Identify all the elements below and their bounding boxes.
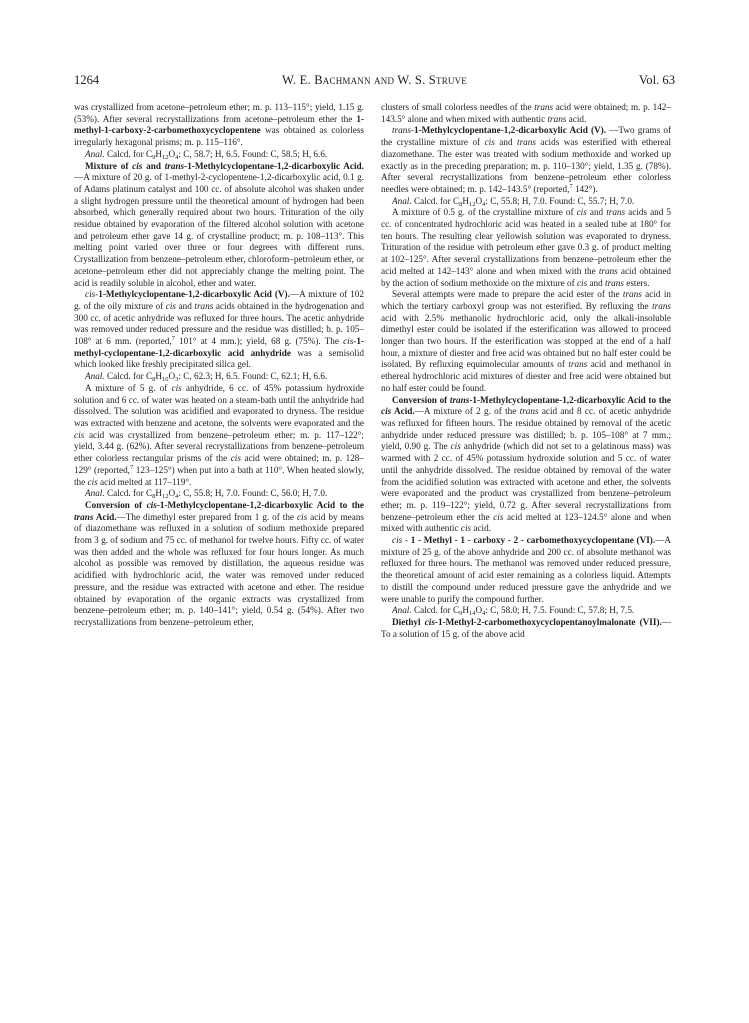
paragraph: trans-1-Methylcyclopentane-1,2-dicarboxylic Acid (V). —Two grams of the crystalline mixture of cis and trans acids was esterified with ethereal diazomethane. The ester was treated with sodium methoxide and worked up exactly as in the preceding preparation; m. p. 110–130°; yield, 1.35 g. (78%). After several recrystallizations from benzene–petroleum ether colorless needles were obtained; m. p. 142–143.5° (reported,$^7$ 142°). (381, 125, 672, 194)
paragraph: A mixture of 5 g. of cis anhydride, 6 cc. of 45% potassium hydroxide solution and 6 cc. of water was heated on a steam-bath until the anhydride had dissolved. The solution was acidified and evaporated to dryness. The residue was extracted with benzene and acetone, the solvents were evaporated and the cis acid was crystallized from benzene–petroleum ether; m. p. 117–122°; yield, 3.44 g. (62%). After several recrystallizations from benzene–petroleum ether colorless rectangular prisms of the cis acid were obtained; m. p. 128–129° (reported,$^7$ 123–125°) when put into a bath at 110°. When heated slowly, the cis acid melted at 117–119°. (74, 382, 364, 487)
paragraph: Anal. Calcd. for $C_8H_{12}O_4$: C, 55.8; H, 7.0. Found: C, 55.7; H, 7.0. (392, 195, 635, 208)
paragraph: Anal. Calcd. for $C_9H_{14}O_4$: C, 58.0; H, 7.5. Found: C, 57.8; H, 7.5. (392, 605, 635, 618)
page-number: 1264 (74, 73, 100, 87)
paragraph: Mixture of cis and trans-1-Methylcyclopentane-1,2-dicarboxylic Acid.—A mixture of 20 g. of 1-methyl-2-cyclopentene-1,2-dicarboxylic acid, 0.1 g. of Adams platinum catalyst and 100 cc. of absolute alcohol was shaken under a slight hydrogen pressure until the theoretical amount of hydrogen had been absorbed, which generally required about two hours. Trituration of the oily residue obtained by evaporation of the filtered alcohol solution with acetone and petroleum ether gave 14 g. of crystalline product; m. p. 108–113°. This melting point varied over three or four degrees with different runs. Crystallization from benzene–petroleum ether, chloroform–petroleum ether, or acetone–petroleum ether did not appreciably change the melting point. The acid is readily soluble in alcohol, ether and water. (74, 160, 364, 288)
author-running-title: W. E. Bachmann and W. S. Struve (281, 73, 468, 87)
volume-number: Vol. 63 (638, 73, 675, 87)
running-header (74, 72, 675, 88)
paragraph: Anal. Calcd. for $C_8H_{10}O_3$: C, 62.3; H, 6.5. Found: C, 62.1; H, 6.6. (85, 371, 328, 384)
left-column (74, 102, 364, 629)
paragraph: cis-1-Methylcyclopentane-1,2-dicarboxylic Acid (V).—A mixture of 102 g. of the oily mixture of cis and trans acids obtained in the hydrogenation and 300 cc. of acetic anhydride was refluxed for three hours. The acetic anhydride was removed under reduced pressure and the residue was distilled; b. p. 105–108° at 6 mm. (reported,$^7$ 101° at 4 mm.); yield, 68 g. (75%). The cis-1-methyl-cyclopentane-1,2-dicarboxylic acid anhydride was a semisolid which looked like freshly precipitated silica gel. (74, 289, 364, 370)
paragraph: A mixture of 0.5 g. of the crystalline mixture of cis and trans acids and 5 cc. of concentrated hydrochloric acid was heated in a sealed tube at 180° for ten hours. The resulting clear yellowish solution was evaporated to dryness. Trituration of the residue with petroleum ether gave 0.3 g. of product melting at 102–125°. After several crystallizations from benzene–petroleum ether the acid melted at 142–143° alone and when mixed with the trans acid obtained by the action of sodium methoxide on the mixture of cis and trans esters. (381, 207, 671, 288)
paragraph: Anal. Calcd. for $C_9H_{12}O_4$: C, 58.7; H, 6.5. Found: C, 58.5; H, 6.6. (85, 148, 328, 161)
paragraph: Diethyl cis-1-Methyl-2-carbomethoxycyclopentanoylmalonate (VII).—To a solution of 15 g. of the above acid (381, 616, 671, 639)
paragraph: clusters of small colorless needles of the trans acid were obtained; m. p. 142–143.5° alone and when mixed with authentic trans acid. (381, 102, 671, 124)
paragraph: Conversion of trans-1-Methylcyclopentane-1,2-dicarboxylic Acid to the cis Acid.—A mixture of 2 g. of the trans acid and 8 cc. of acetic anhydride was refluxed for fifteen hours. The residue obtained by removal of the acetic anhydride under reduced pressure was distilled; b. p. 105–108° at 7 mm.; yield, 0.90 g. The cis anhydride (which did not set to a gelatinous mass) was warmed with 2 cc. of 45% potassium hydroxide solution and 5 cc. of water until the anhydride dissolved. The residue obtained by removal of the water from the acidified solution was extracted with acetone and ether, the solvents were evaporated and the product was crystallized from benzene–petroleum ether; m. p. 119–122°; yield, 0.72 g. After several recrystallizations from benzene–petroleum ether the cis acid melted at 123–124.5° alone and when mixed with authentic cis acid. (381, 394, 672, 534)
paragraph: Conversion of cis-1-Methylcyclopentane-1,2-dicarboxylic Acid to the trans Acid.—The dimethyl ester prepared from 1 g. of the cis acid by means of diazomethane was refluxed in a solution of sodium methoxide prepared from 3 g. of sodium and 75 cc. of methanol for twelve hours. Fifty cc. of water was then added and the whole was refluxed for four hours longer. As much alcohol as possible was removed by distillation, the aqueous residue was acidified with hydrochloric acid, the water was removed under reduced pressure, and the residue was extracted with acetone and ether. The residue obtained by evaporation of the organic extracts was crystallized from benzene–petroleum ether; m. p. 140–141°; yield, 0.54 g. (54%). After two recrystallizations from benzene–petroleum ether, (74, 499, 364, 627)
paragraph: was crystallized from acetone–petroleum ether; m. p. 113–115°; yield, 1.15 g. (53%). After several recrystallizations from acetone–petroleum ether the 1-methyl-1-carboxy-2-carbomethoxycyclopentene was obtained as colorless irregularly hexagonal prisms; m. p. 115–116°. (74, 102, 364, 148)
paragraph: Anal. Calcd. for $C_8H_{12}O_4$: C, 55.8; H, 7.0. Found: C, 56.0; H, 7.0. (85, 488, 328, 501)
right-column (381, 102, 671, 640)
paragraph: cis - 1 - Methyl - 1 - carboxy - 2 - carbomethoxycyclopentane (VI).—A mixture of 25 g. of the above anhydride and 200 cc. of absolute methanol was refluxed for three hours. The methanol was removed under reduced pressure, the theoretical amount of acid ester remaining as a colorless liquid. Attempts to distill the compound under reduced pressure gave the anhydride and we were unable to purify the compound further. (381, 535, 671, 604)
paragraph: Several attempts were made to prepare the acid ester of the trans acid in which the tertiary carboxyl group was not esterified. By refluxing the trans acid with 2.5% methanolic hydrochloric acid, only the alkali-insoluble dimethyl ester could be isolated if the esterification was allowed to proceed longer than two hours. If the esterification was stopped at the end of a half hour, a mixture of diester and free acid was obtained but no half ester could be isolated. By refluxing equimolecular amounts of trans acid and methanol in ethereal hydrochloric acid mixtures of diester and free acid were obtained but no half ester could be found. (381, 289, 671, 393)
